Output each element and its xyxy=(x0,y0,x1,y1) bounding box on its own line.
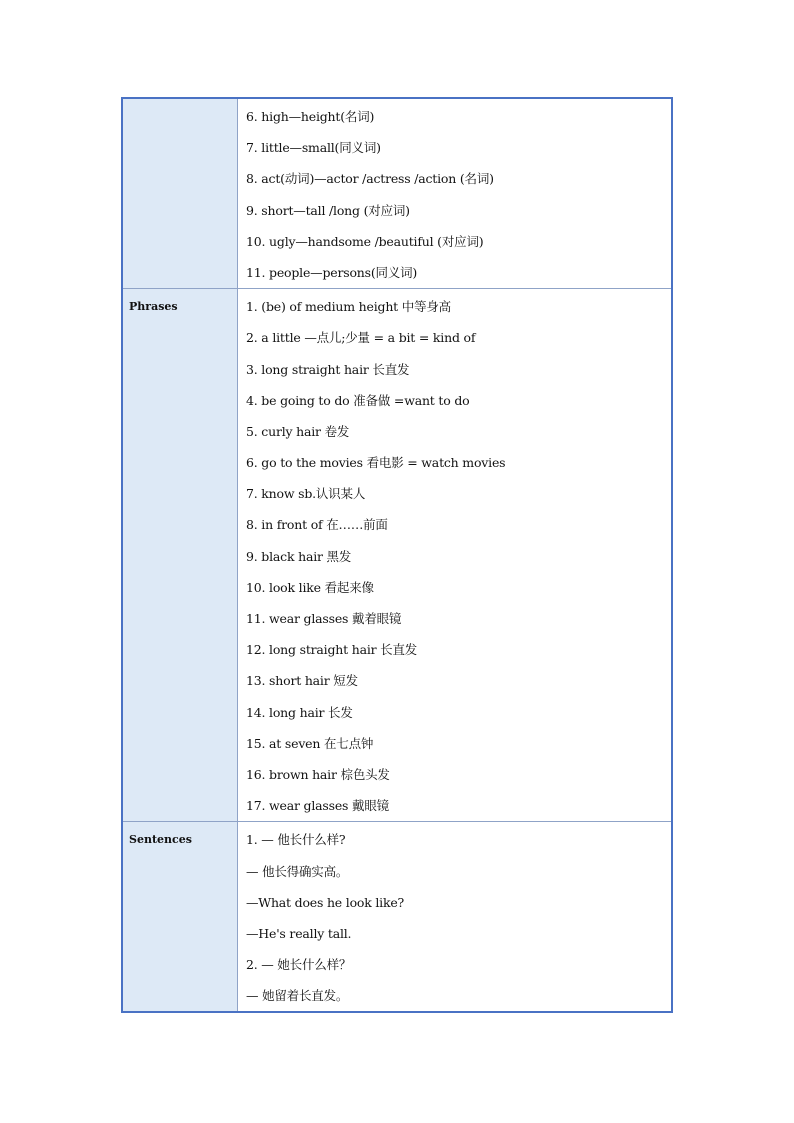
list-item: 3. long straight hair 长直发 xyxy=(246,361,410,377)
list-item: 7. know sb.认识某人 xyxy=(246,486,366,502)
section-label-cell xyxy=(122,822,238,1013)
list-item: 6. go to the movies 看电影 = watch movies xyxy=(246,455,506,471)
list-item: 9. black hair 黑发 xyxy=(246,548,352,564)
list-item: 12. long straight hair 长直发 xyxy=(246,642,418,658)
list-item: — 她留着长直发。 xyxy=(246,988,349,1004)
section-content-cell xyxy=(238,98,673,289)
section-label-cell xyxy=(122,98,238,289)
list-item: —He's really tall. xyxy=(246,925,352,941)
list-item: 11. wear glasses 戴着眼镜 xyxy=(246,611,402,626)
list-item: 1. (be) of medium height 中等身高 xyxy=(246,299,451,315)
list-item: 8. act(动词)—actor /actress /action (名词) xyxy=(246,171,494,187)
list-item: 16. brown hair 棕色头发 xyxy=(246,766,390,782)
list-item: 17. wear glasses 戴眼镜 xyxy=(246,798,389,814)
section-label-cell xyxy=(122,289,238,822)
list-item: 4. be going to do 准备做 =want to do xyxy=(246,392,470,408)
list-item: 8. in front of 在……前面 xyxy=(246,517,388,533)
vocabulary-table xyxy=(121,97,673,1013)
section-label: Sentences xyxy=(129,833,192,847)
list-item: 6. high—height(名词) xyxy=(246,109,375,124)
list-item: 2. — 她长什么样？ xyxy=(246,957,352,973)
list-item: 13. short hair 短发 xyxy=(246,673,358,689)
table-row xyxy=(122,289,672,822)
section-content-cell xyxy=(238,289,673,822)
section-label: Phrases xyxy=(129,300,178,314)
list-item: 1. — 他长什么样? xyxy=(246,832,346,848)
table-row xyxy=(122,98,672,289)
list-item: —What does he look like? xyxy=(246,894,405,910)
list-item: 14. long hair 长发 xyxy=(246,704,353,720)
list-item: 9. short—tall /long (对应词) xyxy=(246,202,410,218)
list-item: 10. look like 看起来像 xyxy=(246,579,374,595)
table-row xyxy=(122,822,672,1013)
list-item: 15. at seven 在七点钟 xyxy=(246,735,374,751)
list-item: 7. little—small(同义词) xyxy=(246,140,381,156)
list-item: 10. ugly—handsome /beautiful (对应词) xyxy=(246,233,484,249)
list-item: 5. curly hair 卷发 xyxy=(246,423,350,439)
list-item: 11. people—persons(同义词) xyxy=(246,264,418,280)
list-item: 2. a little —点儿;少量 = a bit = kind of xyxy=(246,330,476,346)
list-item: — 他长得确实高。 xyxy=(246,863,349,879)
section-content-cell xyxy=(238,822,673,1013)
